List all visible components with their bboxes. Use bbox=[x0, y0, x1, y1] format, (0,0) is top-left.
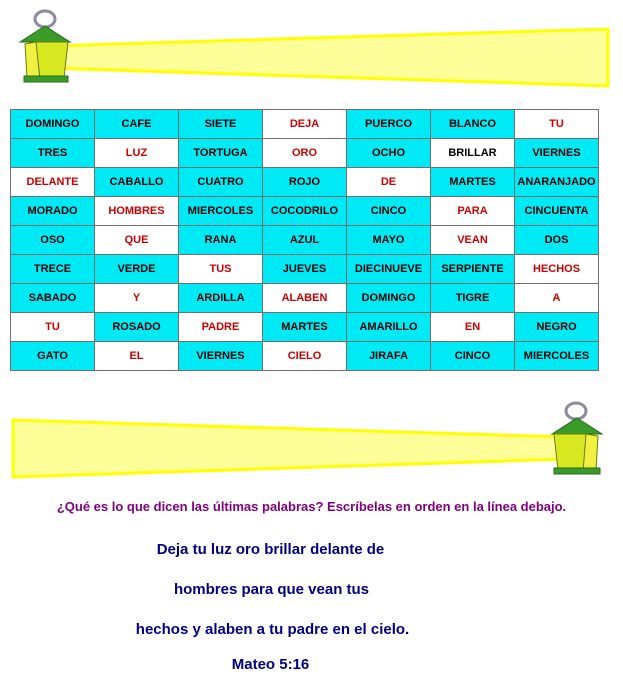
grid-cell: PUERCO bbox=[347, 110, 431, 139]
grid-cell: MAYO bbox=[347, 226, 431, 255]
grid-cell: COCODRILO bbox=[263, 197, 347, 226]
grid-cell: Y bbox=[95, 284, 179, 313]
grid-cell: ARDILLA bbox=[179, 284, 263, 313]
grid-cell: CABALLO bbox=[95, 168, 179, 197]
grid-cell: CINCO bbox=[431, 342, 515, 371]
grid-cell: CINCO bbox=[347, 197, 431, 226]
grid-cell: RANA bbox=[179, 226, 263, 255]
grid-cell: DOMINGO bbox=[11, 110, 95, 139]
grid-cell: BRILLAR bbox=[431, 139, 515, 168]
grid-cell: SIETE bbox=[179, 110, 263, 139]
grid-cell: JUEVES bbox=[263, 255, 347, 284]
grid-cell: TORTUGA bbox=[179, 139, 263, 168]
grid-cell: PADRE bbox=[179, 313, 263, 342]
question-text: ¿Qué es lo que dicen las últimas palabras? Escríbelas en orden en la línea debajo. bbox=[56, 499, 567, 514]
grid-cell: BLANCO bbox=[431, 110, 515, 139]
grid-cell: TRES bbox=[11, 139, 95, 168]
grid-cell: VEAN bbox=[431, 226, 515, 255]
grid-cell: CINCUENTA bbox=[515, 197, 599, 226]
grid-cell: VERDE bbox=[95, 255, 179, 284]
grid-cell: MORADO bbox=[11, 197, 95, 226]
grid-cell: DEJA bbox=[263, 110, 347, 139]
grid-cell: VIERNES bbox=[515, 139, 599, 168]
grid-cell: ROJO bbox=[263, 168, 347, 197]
grid-cell: CUATRO bbox=[179, 168, 263, 197]
grid-cell: MARTES bbox=[263, 313, 347, 342]
grid-cell: OSO bbox=[11, 226, 95, 255]
grid-cell: HOMBRES bbox=[95, 197, 179, 226]
grid-cell: HECHOS bbox=[515, 255, 599, 284]
grid-cell: EL bbox=[95, 342, 179, 371]
grid-cell: SABADO bbox=[11, 284, 95, 313]
grid-cell: LUZ bbox=[95, 139, 179, 168]
grid-cell: ORO bbox=[263, 139, 347, 168]
grid-cell: TRECE bbox=[11, 255, 95, 284]
grid-cell: TU bbox=[515, 110, 599, 139]
grid-cell: A bbox=[515, 284, 599, 313]
grid-row bbox=[11, 168, 599, 197]
grid-cell: SERPIENTE bbox=[431, 255, 515, 284]
grid-cell: TUS bbox=[179, 255, 263, 284]
lantern-icon bbox=[548, 398, 610, 478]
grid-cell: MIERCOLES bbox=[515, 342, 599, 371]
grid-row bbox=[11, 255, 599, 284]
grid-cell: VIERNES bbox=[179, 342, 263, 371]
grid-cell: PARA bbox=[431, 197, 515, 226]
grid-cell: MIERCOLES bbox=[179, 197, 263, 226]
top-light-beam bbox=[50, 26, 612, 90]
grid-cell: TU bbox=[11, 313, 95, 342]
grid-row bbox=[11, 110, 599, 139]
grid-cell: DOS bbox=[515, 226, 599, 255]
answer-line-2: hombres para que vean tus bbox=[173, 581, 370, 598]
grid-cell: EN bbox=[431, 313, 515, 342]
grid-cell: ANARANJADO bbox=[515, 168, 599, 197]
lantern-icon bbox=[12, 6, 74, 84]
grid-cell: NEGRO bbox=[515, 313, 599, 342]
grid-cell: AMARILLO bbox=[347, 313, 431, 342]
bottom-light-beam bbox=[11, 417, 566, 481]
answer-line-3: hechos y alaben a tu padre en el cielo. bbox=[135, 621, 410, 638]
grid-cell: ALABEN bbox=[263, 284, 347, 313]
grid-cell: ROSADO bbox=[95, 313, 179, 342]
grid-cell: DELANTE bbox=[11, 168, 95, 197]
grid-cell: TIGRE bbox=[431, 284, 515, 313]
grid-row bbox=[11, 284, 599, 313]
grid-cell: QUE bbox=[95, 226, 179, 255]
grid-cell: DIECINUEVE bbox=[347, 255, 431, 284]
grid-cell: AZUL bbox=[263, 226, 347, 255]
grid-cell: CIELO bbox=[263, 342, 347, 371]
grid-row bbox=[11, 139, 599, 168]
grid-cell: GATO bbox=[11, 342, 95, 371]
answer-line-1: Deja tu luz oro brillar delante de bbox=[156, 541, 385, 558]
grid-row bbox=[11, 197, 599, 226]
grid-row bbox=[11, 342, 599, 371]
grid-cell: DE bbox=[347, 168, 431, 197]
grid-cell: DOMINGO bbox=[347, 284, 431, 313]
word-grid bbox=[10, 109, 599, 371]
bible-reference: Mateo 5:16 bbox=[231, 656, 310, 673]
grid-cell: MARTES bbox=[431, 168, 515, 197]
grid-cell: OCHO bbox=[347, 139, 431, 168]
grid-row bbox=[11, 313, 599, 342]
grid-row bbox=[11, 226, 599, 255]
grid-cell: JIRAFA bbox=[347, 342, 431, 371]
grid-cell: CAFE bbox=[95, 110, 179, 139]
